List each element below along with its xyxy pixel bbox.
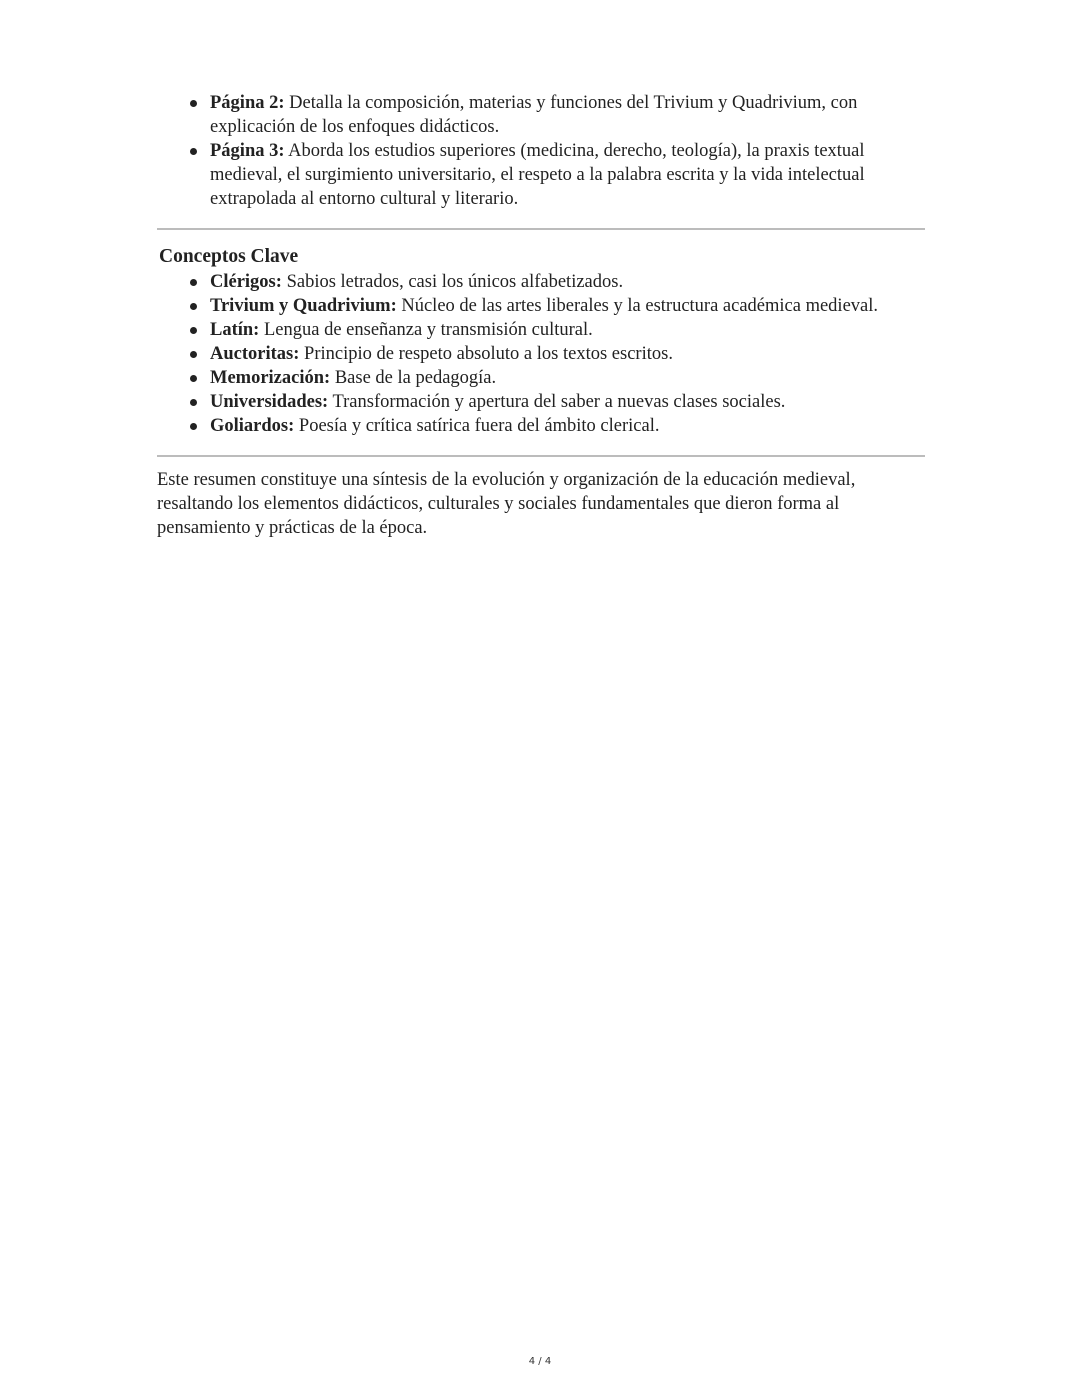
item-text: Aborda los estudios superiores (medicina, derecho, teología), la praxis textual medieval, el surgimiento universitario, el respeto a la palabra escrita y la vida intelectual extrapolada al entorno cultural y literario. [210, 141, 865, 209]
item-label: Memorización: [210, 368, 331, 388]
concepts-list [157, 270, 925, 438]
item-text: Base de la pedagogía. [330, 368, 497, 388]
document-body [157, 91, 925, 540]
list-item [210, 342, 925, 366]
list-item [210, 139, 925, 211]
divider [157, 228, 925, 230]
list-item [210, 414, 925, 438]
list-item [210, 366, 925, 390]
item-text: Sabios letrados, casi los únicos alfabetizados. [281, 272, 624, 292]
divider [157, 455, 925, 457]
list-item [210, 318, 925, 342]
list-item [210, 270, 925, 294]
item-label: Trivium y Quadrivium: [210, 296, 397, 316]
item-label: Auctoritas: [210, 344, 300, 364]
item-text: Transformación y apertura del saber a nuevas clases sociales. [328, 392, 786, 412]
section-heading: Conceptos Clave [159, 246, 299, 267]
item-text: Principio de respeto absoluto a los textos escritos. [299, 344, 673, 364]
item-text: Detalla la composición, materias y funciones del Trivium y Quadrivium, con explicación de los enfoques didácticos. [210, 93, 858, 137]
item-label: Página 3: [210, 141, 285, 161]
item-text: Núcleo de las artes liberales y la estructura académica medieval. [396, 296, 879, 316]
item-label: Latín: [210, 320, 260, 340]
item-label: Goliardos: [210, 416, 295, 436]
list-item [210, 294, 925, 318]
pages-list [157, 91, 925, 211]
item-label: Clérigos: [210, 272, 282, 292]
item-text: Lengua de enseñanza y transmisión cultural. [259, 320, 593, 340]
item-label: Página 2: [210, 93, 285, 113]
conclusion-paragraph: Este resumen constituye una síntesis de la evolución y organización de la educación medieval, resaltando los elementos didácticos, culturales y sociales fundamentales que dieron forma al pensamiento y prácticas de la época. [157, 470, 856, 538]
page-indicator: 4 / 4 [528, 1356, 552, 1367]
item-label: Universidades: [210, 392, 329, 412]
item-text: Poesía y crítica satírica fuera del ámbito clerical. [294, 416, 660, 436]
list-item [210, 91, 925, 139]
list-item [210, 390, 925, 414]
